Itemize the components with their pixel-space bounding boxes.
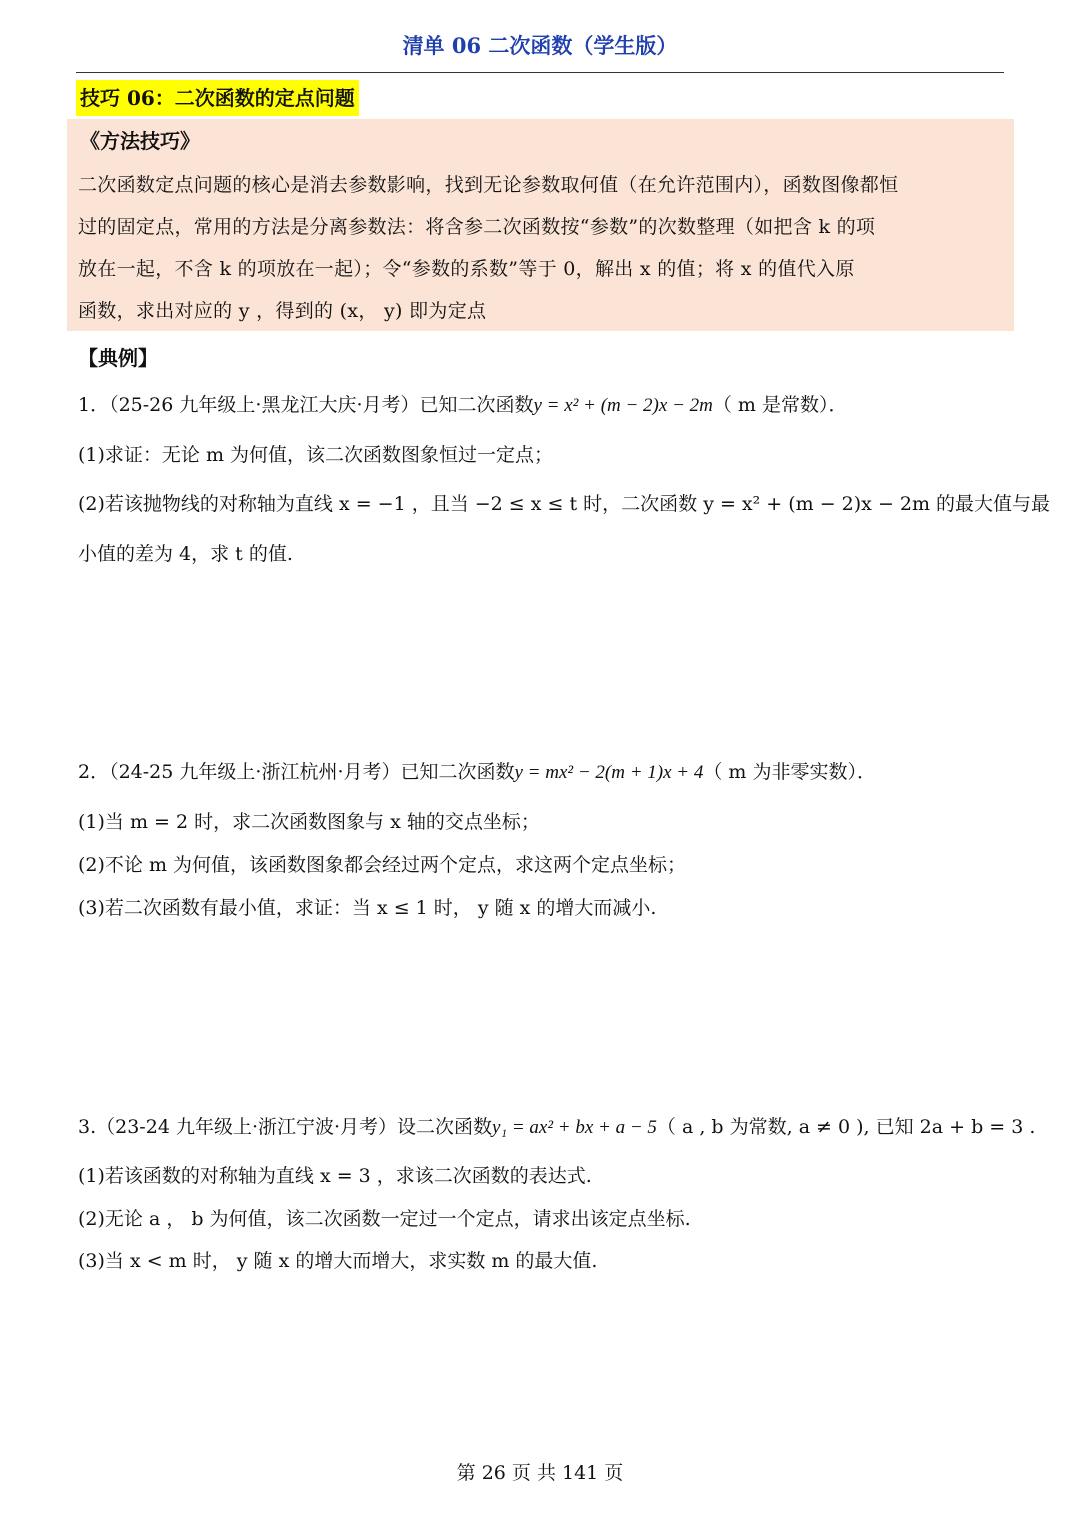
question-1-stem xyxy=(78,390,847,417)
question-2-tail: （ m 为非零实数）． xyxy=(703,761,876,783)
question-2-part-1: (1)当 m = 2 时，求二次函数图象与 x 轴的交点坐标； xyxy=(78,811,540,833)
method-tips-line: 函数，求出对应的 y ，得到的 (x， y) 即为定点 xyxy=(78,300,487,322)
question-2-part-2: (2)不论 m 为何值，该函数图象都会经过两个定点，求这两个定点坐标； xyxy=(78,854,687,876)
question-3-part-3: (3)当 x < m 时， y 随 x 的增大而增大，求实数 m 的最大值. xyxy=(78,1250,598,1272)
method-tips-line: 过的固定点，常用的方法是分离参数法：将含参二次函数按“参数”的次数整理（如把含 k 的项 xyxy=(78,216,876,238)
question-2-stem xyxy=(78,757,876,784)
method-tips-line: 放在一起，不含 k 的项放在一起）；令“参数的系数”等于 0，解出 x 的值；将 x 的值代入原 xyxy=(78,258,855,280)
question-3-part-2: (2)无论 a ， b 为何值，该二次函数一定过一个定点，请求出该定点坐标. xyxy=(78,1208,691,1230)
question-3-tail: （ a , b 为常数, a ≠ 0 ), 已知 2a + b = 3 . xyxy=(656,1116,1036,1138)
technique-heading: 技巧 06：二次函数的定点问题 xyxy=(76,80,359,116)
question-2-part-3: (3)若二次函数有最小值，求证：当 x ≤ 1 时， y 随 x 的增大而减小. xyxy=(78,897,657,919)
question-1-part-2: (2)若该抛物线的对称轴为直线 x = −1 ，且当 −2 ≤ x ≤ t 时，二次函数 y = x² + (m − 2)x − 2m 的最大值与最 xyxy=(78,493,1051,515)
question-2-intro: 2．（24-25 九年级上·浙江杭州·月考）已知二次函数 xyxy=(78,761,515,783)
examples-heading: 【典例】 xyxy=(78,346,158,370)
question-3-formula: y₁ = ax² + bx + a − 5 xyxy=(492,1117,657,1138)
method-tips-title: 《方法技巧》 xyxy=(80,129,200,153)
question-3-stem xyxy=(78,1112,1035,1139)
question-1-part-2-cont: 小值的差为 4，求 t 的值. xyxy=(78,543,293,565)
question-1-part-1: (1)求证：无论 m 为何值，该二次函数图象恒过一定点； xyxy=(78,444,554,466)
question-1-tail: （ m 是常数）． xyxy=(712,394,848,416)
header-divider xyxy=(76,72,1004,73)
question-3-part-1: (1)若该函数的对称轴为直线 x = 3 ，求该二次函数的表达式. xyxy=(78,1165,592,1187)
question-3-intro: 3.（23-24 九年级上·浙江宁波·月考）设二次函数 xyxy=(78,1116,493,1138)
page-header-title: 清单 06 二次函数（学生版） xyxy=(402,33,678,58)
question-1-formula: y = x² + (m − 2)x − 2m xyxy=(533,395,713,416)
method-tips-line: 二次函数定点问题的核心是消去参数影响，找到无论参数取何值（在允许范围内），函数图像都恒 xyxy=(78,174,899,196)
question-1-intro: 1．（25-26 九年级上·黑龙江大庆·月考）已知二次函数 xyxy=(78,394,534,416)
page-number-footer: 第 26 页 共 141 页 xyxy=(456,1462,624,1484)
question-2-formula: y = mx² − 2(m + 1)x + 4 xyxy=(514,762,704,783)
